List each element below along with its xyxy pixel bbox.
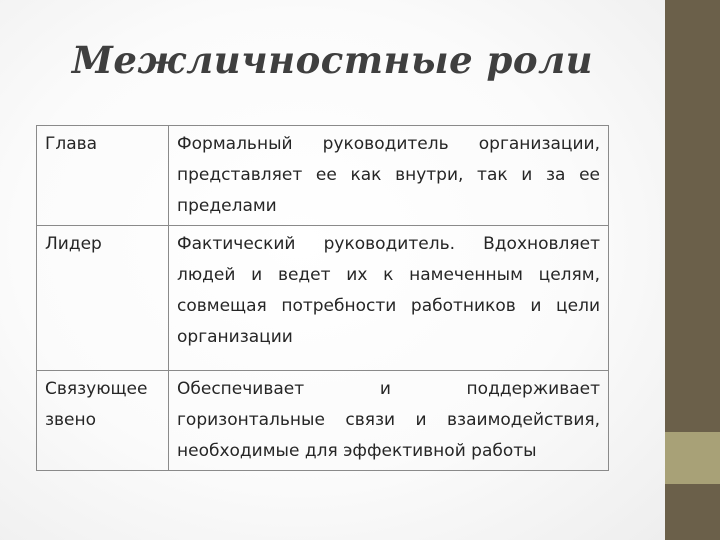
slide-title: Межличностные роли <box>71 38 594 82</box>
role-description-cell: Формальный руководитель организации, представляет ее как внутри, так и за ее пределами <box>169 126 609 226</box>
table-row <box>37 226 609 371</box>
role-description-cell: Фактический руководитель. Вдохновляет людей и ведет их к намеченным целям, совмещая потребности работников и цели организации <box>169 226 609 371</box>
roles-table <box>36 125 609 471</box>
role-name-cell: Лидер <box>37 226 169 371</box>
role-name-cell: Глава <box>37 126 169 226</box>
role-description-cell: Обеспечивает и поддерживает горизонтальные связи и взаимодействия, необходимые для эффективной работы <box>169 371 609 471</box>
table-row <box>37 126 609 226</box>
decorative-sidebar-accent <box>665 432 720 484</box>
role-name-cell: Связующее звено <box>37 371 169 471</box>
table-row <box>37 371 609 471</box>
